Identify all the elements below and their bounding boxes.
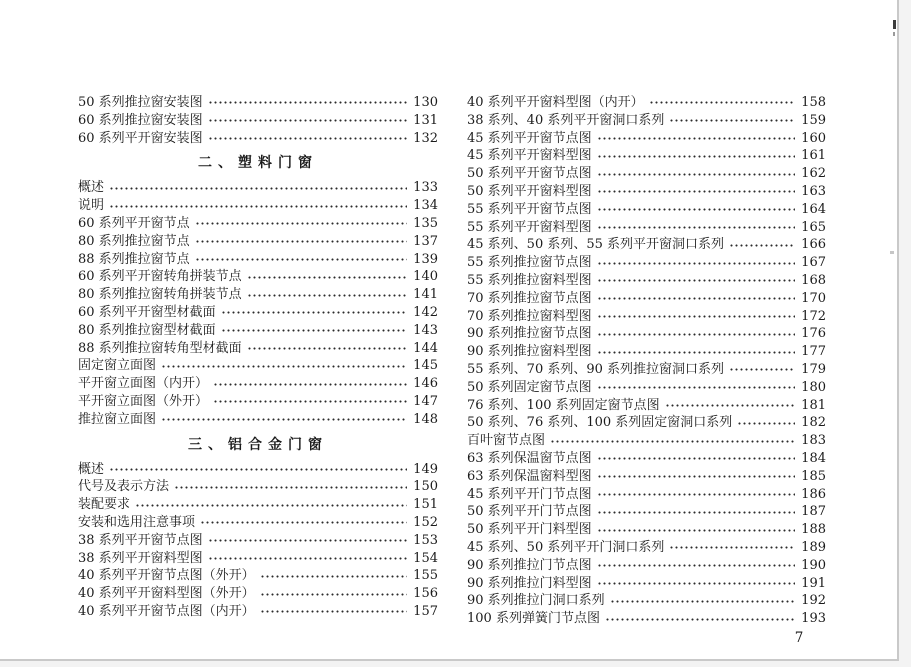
dot-leader [597,486,795,504]
dot-leader [597,521,795,539]
dot-leader [161,357,407,375]
toc-entry-page-number: 156 [413,586,438,602]
dot-leader [208,112,407,130]
toc-entry [78,322,438,340]
scan-artifact [890,251,894,254]
toc-entry-page-number: 184 [801,450,826,466]
toc-entry-title: 45 系列、50 系列、55 系列平开窗洞口系列 [467,237,725,253]
toc-entry-title: 38 系列平开窗节点图 [78,532,203,548]
toc-entry-page-number: 190 [801,557,826,573]
toc-entry-page-number: 147 [413,393,438,409]
toc-entry [78,340,438,358]
toc-entry-title: 40 系列平开窗节点图（外开） [78,568,255,584]
toc-entry-page-number: 186 [801,486,826,502]
toc-entry-page-number: 180 [801,379,826,395]
toc-entry-title: 80 系列推拉窗节点 [78,233,190,249]
toc-entry [467,183,826,201]
toc-entry-title: 概述 [78,461,105,477]
toc-entry-page-number: 149 [413,461,438,477]
dot-leader [208,94,407,112]
toc-entry-title: 90 系列推拉窗节点图 [467,326,592,342]
dot-leader [208,532,407,550]
toc-entry-title: 90 系列推拉门料型图 [467,575,592,591]
toc-entry [78,130,438,148]
dot-leader [597,343,795,361]
toc-entry [467,343,826,361]
toc-entry-title: 45 系列平开门节点图 [467,486,592,502]
dot-leader [550,432,795,450]
toc-entry-page-number: 145 [413,358,438,374]
toc-entry-title: 60 系列推拉窗安装图 [78,112,203,128]
toc-entry-title: 平开窗立面图（内开） [78,376,209,392]
toc-entry-page-number: 153 [413,532,438,548]
toc-entry [467,130,826,148]
toc-entry [78,94,438,112]
toc-entry-page-number: 181 [801,397,826,413]
toc-entry-page-number: 179 [801,361,826,377]
dot-leader [213,393,407,411]
toc-entry-title: 50 系列平开门料型图 [467,522,592,538]
toc-entry [78,603,438,621]
toc-entry [78,286,438,304]
toc-entry-title: 55 系列推拉窗节点图 [467,255,592,271]
dot-leader [221,304,407,322]
dot-leader [213,375,407,393]
toc-entry-title: 固定窗立面图 [78,358,157,374]
toc-entry [467,521,826,539]
toc-entry-page-number: 158 [801,95,826,110]
toc-entry-title: 40 系列平开窗料型图（外开） [78,586,255,602]
dot-leader [649,94,795,112]
dot-leader [195,215,407,233]
dot-leader [597,468,795,486]
toc-entry-page-number: 148 [413,411,438,427]
dot-leader [208,550,407,568]
scan-artifact [893,32,895,36]
toc-section-aluminum-entries [78,461,438,621]
toc-entry [78,304,438,322]
toc-entry-title: 55 系列推拉窗料型图 [467,272,592,288]
toc-entry-title: 50 系列、76 系列、100 系列固定窗洞口系列 [467,415,733,431]
toc-entry-title: 55 系列、70 系列、90 系列推拉窗洞口系列 [467,361,725,377]
toc-entry-page-number: 193 [801,611,826,627]
toc-entry-page-number: 161 [801,148,826,164]
dot-leader [161,411,407,429]
toc-entry-page-number: 176 [801,326,826,342]
toc-entry [78,112,438,130]
dot-leader [597,557,795,575]
dot-leader [597,450,795,468]
dot-leader [729,361,795,379]
toc-entry-title: 50 系列平开窗料型图 [467,183,592,199]
toc-entry [467,272,826,290]
toc-entry-title: 90 系列推拉门洞口系列 [467,593,605,609]
dot-leader [200,514,407,532]
toc-entry-title: 概述 [78,180,105,196]
toc-entry [467,94,826,112]
toc-entry-page-number: 162 [801,166,826,182]
toc-entry [467,379,826,397]
toc-entry-title: 38 系列、40 系列平开窗洞口系列 [467,112,665,128]
toc-entry [467,201,826,219]
toc-entry-title: 50 系列平开门节点图 [467,504,592,520]
toc-entry-page-number: 192 [801,593,826,609]
toc-entry [78,268,438,286]
toc-entry [467,361,826,379]
dot-leader [597,201,795,219]
toc-entry [467,414,826,432]
toc-entry-page-number: 134 [413,198,438,214]
toc-entry-title: 80 系列推拉窗型材截面 [78,322,216,338]
toc-entry-title: 40 系列平开窗料型图（内开） [467,95,644,110]
toc-entry-page-number: 182 [801,415,826,431]
toc-entry-page-number: 172 [801,308,826,324]
toc-entry-title: 说明 [78,198,105,214]
toc-entry-title: 装配要求 [78,497,131,513]
toc-entry-page-number: 130 [413,95,438,110]
toc-entry [78,375,438,393]
toc-entry-page-number: 137 [413,233,438,249]
toc-entry-page-number: 131 [413,112,438,128]
dot-leader [597,503,795,521]
dot-leader [247,340,407,358]
toc-entry-page-number: 151 [413,497,438,513]
toc-entry [78,393,438,411]
toc-entry-page-number: 150 [413,479,438,495]
toc-entry-page-number: 140 [413,269,438,285]
toc-entry-page-number: 163 [801,183,826,199]
dot-leader [597,308,795,326]
dot-leader [195,251,407,269]
toc-entry [467,219,826,237]
page-number: 7 [794,630,804,646]
toc-entry-page-number: 188 [801,522,826,538]
toc-entry-page-number: 141 [413,287,438,303]
scan-edge-bottom-line [0,659,899,661]
toc-entry-title: 推拉窗立面图 [78,411,157,427]
dot-leader [208,130,407,148]
toc-entry-title: 60 系列平开窗节点 [78,215,190,231]
dot-leader [597,165,795,183]
toc-entry-page-number: 191 [801,575,826,591]
toc-entry [467,290,826,308]
toc-entry-title: 45 系列、50 系列平开门洞口系列 [467,539,665,555]
toc-entry-page-number: 187 [801,504,826,520]
toc-entry-title: 45 系列平开窗节点图 [467,130,592,146]
toc-section-intro-entries [78,94,438,147]
toc-section-plastic-entries [78,179,438,428]
toc-entry-title: 80 系列推拉窗转角拼装节点 [78,287,242,303]
toc-entry [467,236,826,254]
dot-leader [109,461,407,479]
toc-entry-title: 100 系列弹簧门节点图 [467,611,600,627]
toc-entry-page-number: 146 [413,376,438,392]
toc-entry [467,575,826,593]
scan-edge-right-line [897,0,899,661]
toc-entry [78,478,438,496]
toc-entry-page-number: 177 [801,344,826,360]
dot-leader [260,567,407,585]
toc-entry [467,468,826,486]
toc-entry [78,496,438,514]
toc-entry-title: 50 系列固定窗节点图 [467,379,592,395]
dot-leader [260,585,407,603]
toc-entry-page-number: 189 [801,539,826,555]
toc-entry-title: 70 系列推拉窗节点图 [467,290,592,306]
toc-entry [78,514,438,532]
toc-entry-title: 50 系列平开窗节点图 [467,166,592,182]
dot-leader [109,197,407,215]
dot-leader [135,496,407,514]
dot-leader [597,254,795,272]
toc-entry-page-number: 152 [413,514,438,530]
toc-entry-title: 63 系列保温窗节点图 [467,450,592,466]
toc-entry-title: 70 系列推拉窗料型图 [467,308,592,324]
toc-entry-title: 50 系列推拉窗安装图 [78,95,203,110]
dot-leader [729,236,795,254]
toc-entry [467,165,826,183]
dot-leader [260,603,407,621]
dot-leader [597,147,795,165]
toc-entry [467,610,826,628]
toc-entry [467,432,826,450]
toc-entry [78,179,438,197]
dot-leader [597,379,795,397]
toc-entry-page-number: 168 [801,272,826,288]
toc-entry [78,215,438,233]
dot-leader [597,290,795,308]
toc-entry [78,357,438,375]
toc-entry [78,197,438,215]
toc-entry-page-number: 135 [413,215,438,231]
toc-entry-page-number: 139 [413,251,438,267]
toc-entry-page-number: 167 [801,255,826,271]
toc-right-column [467,94,826,628]
toc-entry [467,308,826,326]
toc-entry-title: 40 系列平开窗节点图（内开） [78,603,255,619]
toc-entry-page-number: 142 [413,304,438,320]
toc-entry [78,567,438,585]
toc-entry-title: 60 系列平开窗型材截面 [78,304,216,320]
toc-entry [78,532,438,550]
toc-entry-page-number: 144 [413,340,438,356]
dot-leader [597,325,795,343]
toc-entry [78,550,438,568]
toc-entry-title: 90 系列推拉门节点图 [467,557,592,573]
toc-entry [78,251,438,269]
toc-entry [467,592,826,610]
toc-entry-title: 63 系列保温窗料型图 [467,468,592,484]
dot-leader [597,219,795,237]
toc-entry-title: 60 系列平开窗转角拼装节点 [78,269,242,285]
dot-leader [597,183,795,201]
toc-entry-page-number: 155 [413,568,438,584]
dot-leader [605,610,795,628]
toc-entry [467,450,826,468]
toc-entry [467,112,826,130]
dot-leader [195,233,407,251]
toc-entry-title: 45 系列平开窗料型图 [467,148,592,164]
toc-entry [467,486,826,504]
toc-entry [78,585,438,603]
toc-entry-page-number: 164 [801,201,826,217]
dot-leader [597,130,795,148]
toc-entry-page-number: 170 [801,290,826,306]
toc-entry-page-number: 143 [413,322,438,338]
dot-leader [597,272,795,290]
toc-entry-title: 88 系列推拉窗转角型材截面 [78,340,242,356]
toc-entry-page-number: 183 [801,433,826,449]
toc-entry-title: 平开窗立面图（外开） [78,393,209,409]
toc-entry-title: 76 系列、100 系列固定窗节点图 [467,397,660,413]
toc-entry-title: 60 系列平开窗安装图 [78,130,203,146]
toc-entry [467,557,826,575]
toc-entry [467,325,826,343]
toc-entry-page-number: 185 [801,468,826,484]
scan-edge-right-area [899,0,911,667]
toc-entry [467,397,826,415]
toc-entry-page-number: 133 [413,180,438,196]
scan-artifact [893,20,896,29]
toc-entry-title: 55 系列平开窗料型图 [467,219,592,235]
dot-leader [737,414,795,432]
toc-entry-page-number: 166 [801,237,826,253]
toc-entry-title: 百叶窗节点图 [467,433,546,449]
toc-entry [78,233,438,251]
dot-leader [610,592,795,610]
dot-leader [247,268,407,286]
toc-entry [467,503,826,521]
toc-entry-page-number: 132 [413,130,438,146]
dot-leader [247,286,407,304]
toc-entry [78,411,438,429]
dot-leader [665,397,795,415]
dot-leader [109,179,407,197]
toc-entry-page-number: 165 [801,219,826,235]
scan-edge-bottom-area [0,661,911,667]
toc-entry-page-number: 157 [413,603,438,619]
toc-entry [467,147,826,165]
dot-leader [174,478,407,496]
toc-entry-title: 安装和选用注意事项 [78,514,196,530]
dot-leader [221,322,407,340]
section-heading-aluminum-doors-windows: 三、铝合金门窗 [188,436,328,453]
toc-entry-page-number: 160 [801,130,826,146]
toc-entry-title: 90 系列推拉窗料型图 [467,344,592,360]
toc-left-column [78,94,438,621]
section-heading-plastic-doors-windows: 二、塑料门窗 [198,155,318,172]
toc-entry [78,461,438,479]
toc-entry-title: 88 系列推拉窗节点 [78,251,190,267]
toc-entry [467,254,826,272]
toc-entry-title: 代号及表示方法 [78,479,170,495]
toc-entry [467,539,826,557]
toc-entry-page-number: 154 [413,550,438,566]
dot-leader [597,575,795,593]
toc-entry-title: 55 系列平开窗节点图 [467,201,592,217]
dot-leader [669,112,795,130]
toc-entry-title: 38 系列平开窗料型图 [78,550,203,566]
dot-leader [669,539,795,557]
toc-entry-page-number: 159 [801,112,826,128]
